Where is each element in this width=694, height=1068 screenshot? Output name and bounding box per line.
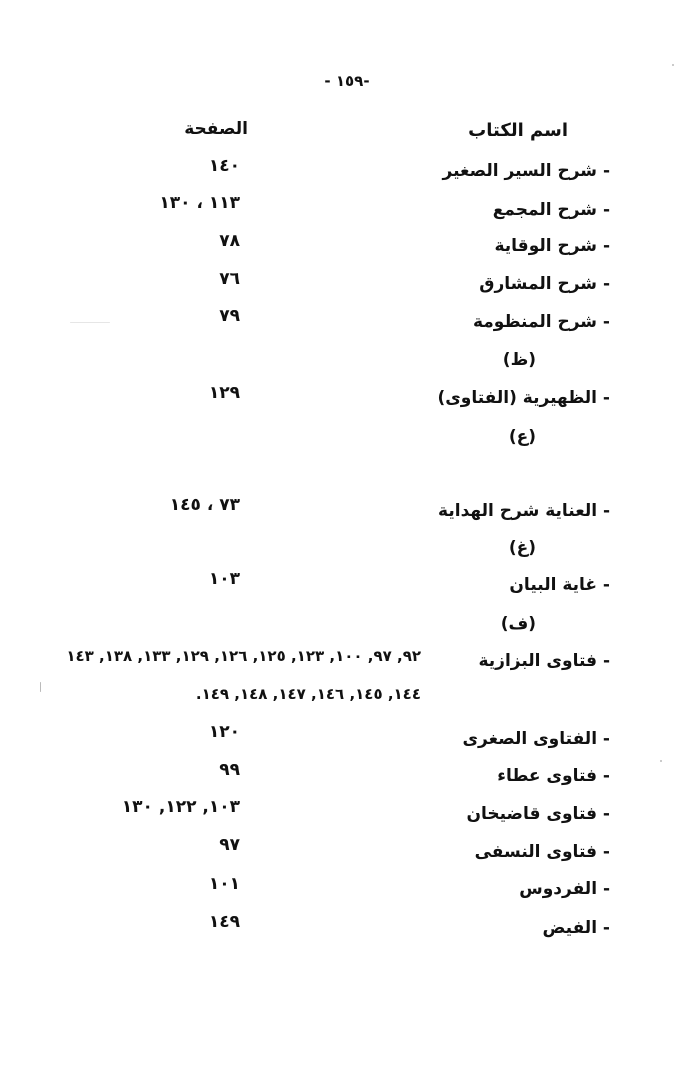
scan-speck bbox=[672, 64, 674, 66]
entry-pages: ٧٨ bbox=[219, 231, 240, 251]
section-letter: (ظ) bbox=[502, 350, 536, 370]
entry-pages: ١٠٣, ١٢٢, ١٣٠ bbox=[121, 797, 240, 817]
section-letter: (ف) bbox=[500, 614, 536, 634]
entry-title: - فتاوى عطاء bbox=[497, 766, 610, 786]
section-letter: (ع) bbox=[508, 427, 536, 447]
scan-speck bbox=[40, 682, 41, 692]
entry-pages: ٩٩ bbox=[219, 760, 240, 780]
entry-pages: ١٤٠ bbox=[208, 156, 240, 176]
entry-pages: ٧٩ bbox=[219, 306, 240, 326]
entry-pages: ٧٦ bbox=[219, 269, 240, 289]
entry-pages: ١١٣ ، ١٣٠ bbox=[159, 193, 240, 213]
entry-pages: ١٠١ bbox=[208, 874, 240, 894]
entry-title: - الفتاوى الصغرى bbox=[462, 729, 610, 749]
entry-title: - فتاوى قاضيخان bbox=[466, 804, 610, 824]
scan-speck bbox=[660, 760, 662, 762]
entry-pages-continuation: ١٤٤, ١٤٥, ١٤٦, ١٤٧, ١٤٨, ١٤٩. bbox=[195, 685, 421, 703]
entry-pages: ٩٢, ٩٧, ١٠٠, ١٢٣, ١٢٥, ١٢٦, ١٢٩, ١٣٣, ١٣٨, ١٤٣ bbox=[66, 647, 421, 665]
entry-title: - شرح المجمع bbox=[492, 200, 610, 220]
column-header-pages: الصفحة bbox=[184, 119, 248, 139]
entry-pages: ٧٣ ، ١٤٥ bbox=[169, 495, 240, 515]
entry-pages: ١٠٣ bbox=[208, 569, 240, 589]
entry-title: - شرح المنظومة bbox=[472, 312, 610, 332]
entry-title: - شرح السير الصغير bbox=[442, 161, 610, 181]
entry-title: - الفردوس bbox=[519, 879, 610, 899]
entry-title: - الظهيرية (الفتاوى) bbox=[437, 388, 610, 408]
entry-title: - شرح الوقاية bbox=[494, 236, 610, 256]
scan-speck bbox=[70, 322, 110, 323]
entry-title: - العناية شرح الهداية bbox=[438, 501, 610, 521]
column-header-book-title: اسم الكتاب bbox=[468, 120, 568, 141]
page-number: -١٥٩ - bbox=[324, 72, 370, 90]
entry-pages: ٩٧ bbox=[219, 835, 240, 855]
entry-title: - فتاوى البزازية bbox=[478, 651, 610, 671]
entry-title: - شرح المشارق bbox=[479, 274, 610, 294]
entry-pages: ١٢٩ bbox=[208, 383, 240, 403]
section-letter: (غ) bbox=[508, 538, 536, 558]
entry-title: - غاية البيان bbox=[509, 575, 610, 595]
entry-pages: ١٤٩ bbox=[208, 912, 240, 932]
entry-pages: ١٢٠ bbox=[208, 722, 240, 742]
entry-title: - الفيض bbox=[542, 918, 610, 938]
entry-title: - فتاوى النسفى bbox=[474, 842, 610, 862]
